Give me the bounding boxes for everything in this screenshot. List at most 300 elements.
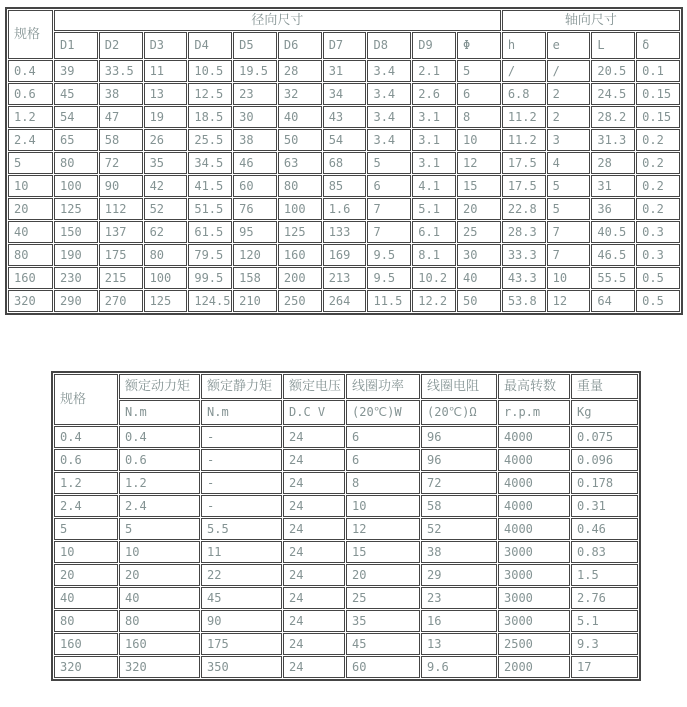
header-row-groups — [8, 10, 680, 31]
performance-value-cell: 2.4 — [119, 495, 200, 517]
dimension-value-cell: 13 — [144, 83, 188, 105]
dimension-value-cell: 7 — [547, 244, 591, 266]
dimension-value-cell: 80 — [54, 152, 98, 174]
performance-value-cell: 80 — [119, 610, 200, 632]
dimension-value-cell: 58 — [99, 129, 143, 151]
dimension-value-cell: 53.8 — [502, 290, 546, 312]
dimension-value-cell: 62 — [144, 221, 188, 243]
dimension-value-cell: 0.5 — [636, 267, 680, 289]
performance-value-cell: - — [201, 495, 282, 517]
spec-cell: 20 — [54, 564, 118, 586]
dimension-value-cell: 3.1 — [412, 106, 456, 128]
table-row — [54, 633, 638, 655]
performance-value-cell: 3000 — [498, 541, 570, 563]
dimension-value-cell: 28 — [591, 152, 635, 174]
dimension-value-cell: 0.5 — [636, 290, 680, 312]
dimension-value-cell: 120 — [233, 244, 277, 266]
dimensions-table-header — [8, 10, 680, 59]
dimension-value-cell: 11.2 — [502, 129, 546, 151]
dimension-value-cell: 65 — [54, 129, 98, 151]
dimension-value-cell: 4 — [547, 152, 591, 174]
radial-axial-dimensions-table — [5, 7, 683, 315]
dimension-value-cell: 19.5 — [233, 60, 277, 82]
spec-cell: 80 — [8, 244, 53, 266]
performance-unit-header: (20℃)Ω — [421, 400, 497, 425]
dimension-value-cell: 30 — [457, 244, 501, 266]
spec-cell: 2.4 — [8, 129, 53, 151]
dimension-value-cell: 46 — [233, 152, 277, 174]
dimension-value-cell: 112 — [99, 198, 143, 220]
spec-cell: 0.4 — [54, 426, 118, 448]
dimension-value-cell: 2 — [547, 106, 591, 128]
performance-value-cell: 350 — [201, 656, 282, 678]
dimension-value-cell: 210 — [233, 290, 277, 312]
dimension-column-header: L — [591, 32, 635, 59]
dimension-value-cell: 24.5 — [591, 83, 635, 105]
dimension-value-cell: 20 — [457, 198, 501, 220]
performance-value-cell: 25 — [346, 587, 420, 609]
table-row — [8, 221, 680, 243]
dimension-value-cell: 190 — [54, 244, 98, 266]
performance-value-cell: 4000 — [498, 495, 570, 517]
dimension-value-cell: 0.15 — [636, 83, 680, 105]
dimension-value-cell: 12 — [547, 290, 591, 312]
dimension-value-cell: 0.2 — [636, 152, 680, 174]
performance-unit-header: N.m — [201, 400, 282, 425]
spec-cell: 160 — [54, 633, 118, 655]
performance-unit-header: D.C V — [283, 400, 345, 425]
table-row — [54, 610, 638, 632]
dimension-column-header: D5 — [233, 32, 277, 59]
dimension-value-cell: 10 — [457, 129, 501, 151]
dimension-value-cell: 99.5 — [188, 267, 232, 289]
performance-value-cell: 4000 — [498, 472, 570, 494]
dimension-value-cell: 64 — [591, 290, 635, 312]
header-row-labels — [54, 374, 638, 399]
performance-value-cell: 16 — [421, 610, 497, 632]
dimension-value-cell: 3.4 — [367, 60, 411, 82]
dimension-value-cell: 63 — [278, 152, 322, 174]
performance-value-cell: - — [201, 426, 282, 448]
dimension-value-cell: 18.5 — [188, 106, 232, 128]
table-row — [54, 518, 638, 540]
performance-value-cell: 0.46 — [571, 518, 638, 540]
dimension-value-cell: 22.8 — [502, 198, 546, 220]
dimension-group-header: 径向尺寸 — [54, 10, 501, 31]
table-row — [8, 244, 680, 266]
spec-cell: 0.4 — [8, 60, 53, 82]
dimension-column-header: D8 — [367, 32, 411, 59]
header-row-columns — [8, 32, 680, 59]
performance-value-cell: 24 — [283, 495, 345, 517]
performance-value-cell: 4000 — [498, 449, 570, 471]
dimension-value-cell: 124.5 — [188, 290, 232, 312]
performance-value-cell: 0.6 — [119, 449, 200, 471]
dimension-value-cell: 12.2 — [412, 290, 456, 312]
dimension-value-cell: 30 — [233, 106, 277, 128]
performance-value-cell: 160 — [119, 633, 200, 655]
performance-value-cell: 9.6 — [421, 656, 497, 678]
dimension-value-cell: 26 — [144, 129, 188, 151]
spec-cell: 10 — [54, 541, 118, 563]
dimension-value-cell: 264 — [323, 290, 367, 312]
performance-value-cell: 22 — [201, 564, 282, 586]
dimension-value-cell: 0.3 — [636, 221, 680, 243]
dimension-value-cell: 125 — [54, 198, 98, 220]
dimension-group-header: 轴向尺寸 — [502, 10, 680, 31]
performance-value-cell: 0.83 — [571, 541, 638, 563]
dimension-value-cell: 5 — [457, 60, 501, 82]
performance-value-cell: 17 — [571, 656, 638, 678]
dimension-value-cell: 3.4 — [367, 129, 411, 151]
performance-value-cell: 24 — [283, 587, 345, 609]
dimension-value-cell: 51.5 — [188, 198, 232, 220]
dimension-value-cell: 31 — [591, 175, 635, 197]
spec-cell: 20 — [8, 198, 53, 220]
dimension-value-cell: 11 — [144, 60, 188, 82]
dimension-value-cell: 39 — [54, 60, 98, 82]
performance-column-header: 额定电压 — [283, 374, 345, 399]
performance-unit-header: (20℃)W — [346, 400, 420, 425]
performance-value-cell: 24 — [283, 518, 345, 540]
performance-column-header: 额定动力矩 — [119, 374, 200, 399]
dimension-value-cell: 5 — [547, 175, 591, 197]
performance-value-cell: 175 — [201, 633, 282, 655]
dimension-value-cell: 5 — [547, 198, 591, 220]
performance-value-cell: 2.76 — [571, 587, 638, 609]
dimension-value-cell: 200 — [278, 267, 322, 289]
performance-value-cell: 1.2 — [119, 472, 200, 494]
dimension-value-cell: 23 — [233, 83, 277, 105]
dimension-value-cell: 17.5 — [502, 152, 546, 174]
performance-table-header — [54, 374, 638, 425]
dimension-value-cell: 150 — [54, 221, 98, 243]
dimension-value-cell: 50 — [278, 129, 322, 151]
performance-value-cell: 9.3 — [571, 633, 638, 655]
performance-value-cell: 0.31 — [571, 495, 638, 517]
spec-column-header: 规格 — [54, 374, 118, 425]
dimension-value-cell: 50 — [457, 290, 501, 312]
dimension-value-cell: 31 — [323, 60, 367, 82]
dimension-value-cell: 100 — [278, 198, 322, 220]
dimension-column-header: δ — [636, 32, 680, 59]
dimension-value-cell: 31.3 — [591, 129, 635, 151]
dimension-value-cell: 7 — [367, 221, 411, 243]
dimension-value-cell: 19 — [144, 106, 188, 128]
dimension-value-cell: 2.1 — [412, 60, 456, 82]
dimension-value-cell: 7 — [367, 198, 411, 220]
table-row — [54, 426, 638, 448]
spec-cell: 5 — [54, 518, 118, 540]
dimension-value-cell: 3 — [547, 129, 591, 151]
dimension-value-cell: 3.4 — [367, 106, 411, 128]
table-row — [8, 175, 680, 197]
dimension-value-cell: 28.2 — [591, 106, 635, 128]
dimension-value-cell: 45 — [54, 83, 98, 105]
dimension-column-header: D2 — [99, 32, 143, 59]
performance-unit-header: Kg — [571, 400, 638, 425]
dimension-value-cell: 4.1 — [412, 175, 456, 197]
dimension-value-cell: 10.2 — [412, 267, 456, 289]
dimension-column-header: D4 — [188, 32, 232, 59]
spec-cell: 0.6 — [54, 449, 118, 471]
dimension-value-cell: 33.3 — [502, 244, 546, 266]
dimension-value-cell: 270 — [99, 290, 143, 312]
dimension-value-cell: 12.5 — [188, 83, 232, 105]
dimension-value-cell: 79.5 — [188, 244, 232, 266]
spec-cell: 0.6 — [8, 83, 53, 105]
spec-cell: 160 — [8, 267, 53, 289]
dimension-value-cell: 0.2 — [636, 198, 680, 220]
performance-value-cell: 5.5 — [201, 518, 282, 540]
performance-value-cell: 0.075 — [571, 426, 638, 448]
dimension-value-cell: 34.5 — [188, 152, 232, 174]
performance-column-header: 线圈功率 — [346, 374, 420, 399]
dimension-value-cell: 6 — [367, 175, 411, 197]
dimension-value-cell: 68 — [323, 152, 367, 174]
performance-value-cell: 4000 — [498, 426, 570, 448]
dimension-value-cell: 38 — [233, 129, 277, 151]
dimension-value-cell: 0.15 — [636, 106, 680, 128]
table-row — [8, 152, 680, 174]
dimension-value-cell: 0.1 — [636, 60, 680, 82]
table-row — [54, 656, 638, 678]
dimension-value-cell: 34 — [323, 83, 367, 105]
table-row — [8, 267, 680, 289]
header-row-units — [54, 400, 638, 425]
performance-column-header: 额定静力矩 — [201, 374, 282, 399]
performance-value-cell: - — [201, 472, 282, 494]
performance-value-cell: 3000 — [498, 587, 570, 609]
performance-value-cell: 24 — [283, 564, 345, 586]
performance-value-cell: 3000 — [498, 564, 570, 586]
dimension-value-cell: 41.5 — [188, 175, 232, 197]
dimension-value-cell: 12 — [457, 152, 501, 174]
dimension-column-header: Φ — [457, 32, 501, 59]
dimension-column-header: D1 — [54, 32, 98, 59]
dimension-value-cell: 0.2 — [636, 175, 680, 197]
spec-cell: 5 — [8, 152, 53, 174]
dimension-column-header: D9 — [412, 32, 456, 59]
dimension-value-cell: 0.2 — [636, 129, 680, 151]
dimension-value-cell: 25 — [457, 221, 501, 243]
spec-cell: 80 — [54, 610, 118, 632]
table-row — [8, 60, 680, 82]
performance-value-cell: 6 — [346, 426, 420, 448]
spec-cell: 1.2 — [54, 472, 118, 494]
performance-value-cell: 2000 — [498, 656, 570, 678]
performance-value-cell: 96 — [421, 449, 497, 471]
dimension-value-cell: 61.5 — [188, 221, 232, 243]
performance-value-cell: 24 — [283, 541, 345, 563]
dimension-value-cell: 10.5 — [188, 60, 232, 82]
performance-value-cell: 320 — [119, 656, 200, 678]
performance-value-cell: 5 — [119, 518, 200, 540]
table-row — [54, 472, 638, 494]
dimension-value-cell: 125 — [278, 221, 322, 243]
dimension-value-cell: 175 — [99, 244, 143, 266]
table-row — [8, 198, 680, 220]
performance-value-cell: 58 — [421, 495, 497, 517]
dimension-value-cell: 133 — [323, 221, 367, 243]
performance-value-cell: 20 — [119, 564, 200, 586]
dimension-value-cell: 6 — [457, 83, 501, 105]
spec-cell: 320 — [54, 656, 118, 678]
performance-value-cell: 45 — [346, 633, 420, 655]
performance-value-cell: 11 — [201, 541, 282, 563]
performance-value-cell: 8 — [346, 472, 420, 494]
dimension-value-cell: 15 — [457, 175, 501, 197]
performance-column-header: 线圈电阻 — [421, 374, 497, 399]
dimension-value-cell: 6.1 — [412, 221, 456, 243]
dimension-value-cell: 9.5 — [367, 244, 411, 266]
dimension-value-cell: 55.5 — [591, 267, 635, 289]
table-row — [8, 129, 680, 151]
spec-column-header: 规格 — [8, 10, 53, 59]
performance-value-cell: 0.096 — [571, 449, 638, 471]
dimension-value-cell: 33.5 — [99, 60, 143, 82]
dimension-value-cell: 3.1 — [412, 152, 456, 174]
dimension-value-cell: 290 — [54, 290, 98, 312]
dimension-value-cell: 213 — [323, 267, 367, 289]
spec-cell: 320 — [8, 290, 53, 312]
performance-value-cell: 52 — [421, 518, 497, 540]
dimension-value-cell: 8.1 — [412, 244, 456, 266]
dimensions-table-body — [8, 60, 680, 312]
dimension-value-cell: 47 — [99, 106, 143, 128]
dimension-value-cell: 11.5 — [367, 290, 411, 312]
dimension-value-cell: 7 — [547, 221, 591, 243]
dimension-value-cell: 169 — [323, 244, 367, 266]
dimension-value-cell: 72 — [99, 152, 143, 174]
performance-unit-header: N.m — [119, 400, 200, 425]
performance-value-cell: 0.178 — [571, 472, 638, 494]
dimension-value-cell: 40.5 — [591, 221, 635, 243]
performance-table-body — [54, 426, 638, 678]
table-row — [8, 83, 680, 105]
performance-value-cell: 60 — [346, 656, 420, 678]
performance-value-cell: 24 — [283, 610, 345, 632]
dimension-column-header: D6 — [278, 32, 322, 59]
dimension-value-cell: 11.2 — [502, 106, 546, 128]
performance-value-cell: 12 — [346, 518, 420, 540]
dimension-value-cell: 100 — [54, 175, 98, 197]
dimension-value-cell: 85 — [323, 175, 367, 197]
performance-value-cell: 29 — [421, 564, 497, 586]
performance-value-cell: 45 — [201, 587, 282, 609]
dimension-value-cell: / — [547, 60, 591, 82]
dimension-value-cell: 35 — [144, 152, 188, 174]
dimension-value-cell: / — [502, 60, 546, 82]
dimension-value-cell: 95 — [233, 221, 277, 243]
dimension-value-cell: 2 — [547, 83, 591, 105]
performance-value-cell: 3000 — [498, 610, 570, 632]
dimension-value-cell: 17.5 — [502, 175, 546, 197]
performance-value-cell: 90 — [201, 610, 282, 632]
performance-value-cell: 35 — [346, 610, 420, 632]
dimension-value-cell: 6.8 — [502, 83, 546, 105]
performance-value-cell: 15 — [346, 541, 420, 563]
dimension-value-cell: 80 — [278, 175, 322, 197]
dimension-value-cell: 38 — [99, 83, 143, 105]
dimension-value-cell: 3.1 — [412, 129, 456, 151]
dimension-value-cell: 5.1 — [412, 198, 456, 220]
table-row — [54, 449, 638, 471]
performance-value-cell: 6 — [346, 449, 420, 471]
spec-cell: 1.2 — [8, 106, 53, 128]
spec-cell: 40 — [8, 221, 53, 243]
dimension-value-cell: 43 — [323, 106, 367, 128]
dimension-value-cell: 28 — [278, 60, 322, 82]
performance-value-cell: 2500 — [498, 633, 570, 655]
performance-value-cell: 24 — [283, 472, 345, 494]
performance-value-cell: 23 — [421, 587, 497, 609]
table-row — [8, 290, 680, 312]
dimension-value-cell: 215 — [99, 267, 143, 289]
dimension-value-cell: 2.6 — [412, 83, 456, 105]
dimension-column-header: e — [547, 32, 591, 59]
dimension-column-header: D7 — [323, 32, 367, 59]
dimension-value-cell: 10 — [547, 267, 591, 289]
performance-value-cell: 24 — [283, 656, 345, 678]
dimension-value-cell: 90 — [99, 175, 143, 197]
performance-value-cell: 13 — [421, 633, 497, 655]
dimension-column-header: D3 — [144, 32, 188, 59]
performance-value-cell: - — [201, 449, 282, 471]
dimension-value-cell: 230 — [54, 267, 98, 289]
dimension-value-cell: 54 — [54, 106, 98, 128]
dimension-value-cell: 40 — [278, 106, 322, 128]
performance-column-header: 重量 — [571, 374, 638, 399]
performance-value-cell: 4000 — [498, 518, 570, 540]
dimension-value-cell: 3.4 — [367, 83, 411, 105]
table-row — [54, 587, 638, 609]
table-row — [54, 564, 638, 586]
performance-specs-table — [51, 371, 641, 681]
dimension-value-cell: 0.3 — [636, 244, 680, 266]
dimension-value-cell: 60 — [233, 175, 277, 197]
performance-value-cell: 0.4 — [119, 426, 200, 448]
performance-value-cell: 20 — [346, 564, 420, 586]
dimension-value-cell: 160 — [278, 244, 322, 266]
dimension-column-header: h — [502, 32, 546, 59]
dimension-value-cell: 54 — [323, 129, 367, 151]
performance-value-cell: 24 — [283, 633, 345, 655]
dimension-value-cell: 8 — [457, 106, 501, 128]
dimension-value-cell: 80 — [144, 244, 188, 266]
performance-column-header: 最高转数 — [498, 374, 570, 399]
dimension-value-cell: 250 — [278, 290, 322, 312]
dimension-value-cell: 32 — [278, 83, 322, 105]
dimension-value-cell: 40 — [457, 267, 501, 289]
dimension-value-cell: 28.3 — [502, 221, 546, 243]
table-row — [54, 495, 638, 517]
spec-cell: 10 — [8, 175, 53, 197]
dimension-value-cell: 100 — [144, 267, 188, 289]
dimension-value-cell: 43.3 — [502, 267, 546, 289]
performance-value-cell: 5.1 — [571, 610, 638, 632]
dimension-value-cell: 76 — [233, 198, 277, 220]
performance-value-cell: 72 — [421, 472, 497, 494]
table-row — [8, 106, 680, 128]
dimension-value-cell: 25.5 — [188, 129, 232, 151]
spec-cell: 40 — [54, 587, 118, 609]
dimension-value-cell: 42 — [144, 175, 188, 197]
performance-unit-header: r.p.m — [498, 400, 570, 425]
performance-value-cell: 1.5 — [571, 564, 638, 586]
performance-value-cell: 10 — [346, 495, 420, 517]
performance-value-cell: 38 — [421, 541, 497, 563]
